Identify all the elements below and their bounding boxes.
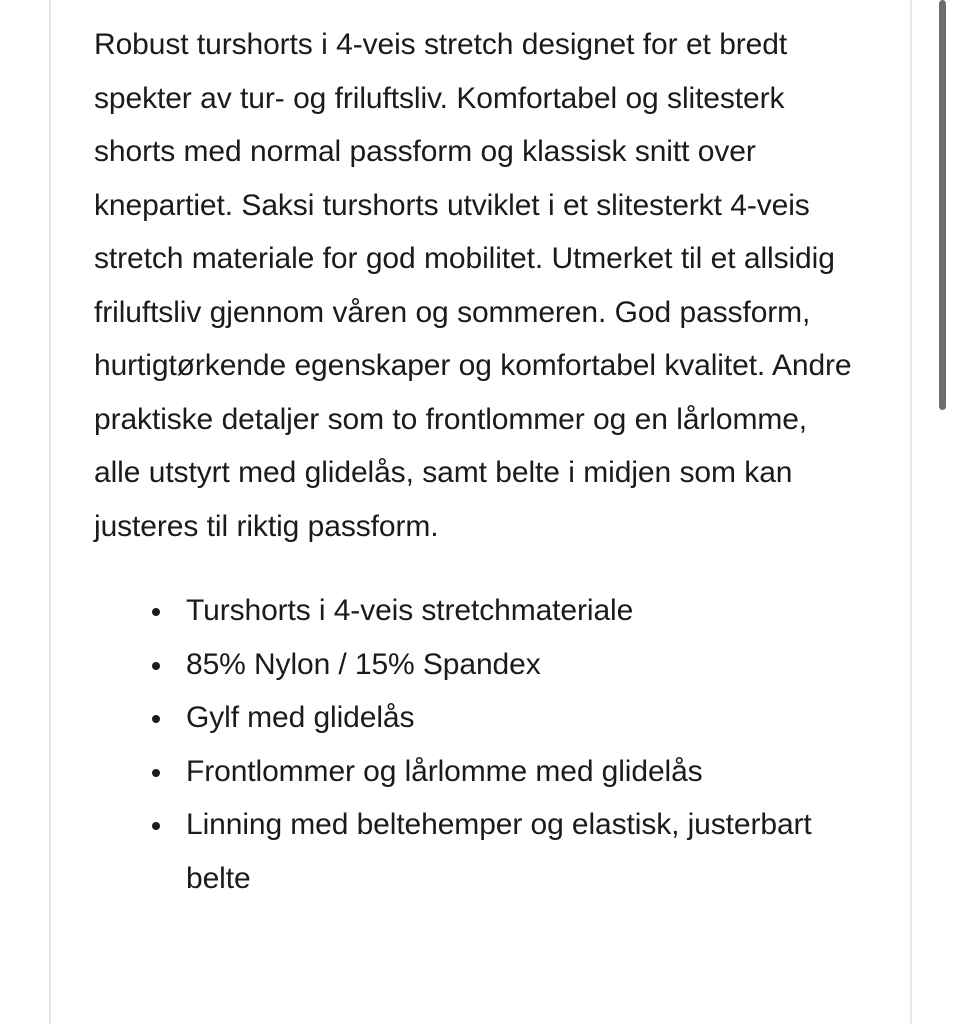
list-item-label: Gylf med glidelås (186, 701, 415, 734)
vertical-scrollbar-track[interactable] (945, 0, 955, 1024)
list-item (94, 745, 854, 799)
list-item-label: 85% Nylon / 15% Spandex (186, 647, 541, 681)
list-item (94, 798, 854, 905)
bullet-icon (152, 715, 160, 723)
list-item-label: Linning med beltehemper og elastisk, justerbart belte (186, 808, 812, 895)
list-item-label: Turshorts i 4-veis stretchmateriale (186, 594, 634, 627)
feature-list (94, 584, 854, 905)
product-description-panel (51, 0, 910, 1024)
bullet-icon (152, 822, 160, 830)
description-body (94, 18, 854, 905)
vertical-scrollbar-thumb[interactable] (939, 0, 946, 410)
list-item (94, 638, 854, 692)
list-item-label: Frontlommer og lårlomme med glidelås (186, 754, 703, 788)
bullet-icon (152, 608, 160, 616)
bullet-icon (152, 662, 160, 670)
list-item (94, 691, 854, 745)
left-gutter (0, 0, 49, 1024)
list-item (94, 584, 854, 638)
bullet-icon (152, 769, 160, 777)
description-paragraph: Robust turshorts i 4-veis stretch designet for et bredt spekter av tur- og friluftsliv. Komfortabel og slitesterk shorts med normal passform og klassisk snitt over knepartiet. Saksi turshorts utviklet i et slitesterkt 4-veis stretch materiale for god mobilitet. Utmerket til et allsidig friluftsliv gjennom våren og sommeren. God passform, hurtigtørkende egenskaper og komfortabel kvalitet. Andre praktiske detaljer som to frontlommer og en lårlomme, alle utstyrt med glidelås, samt belte i midjen som kan justeres til riktig passform. (94, 28, 852, 543)
